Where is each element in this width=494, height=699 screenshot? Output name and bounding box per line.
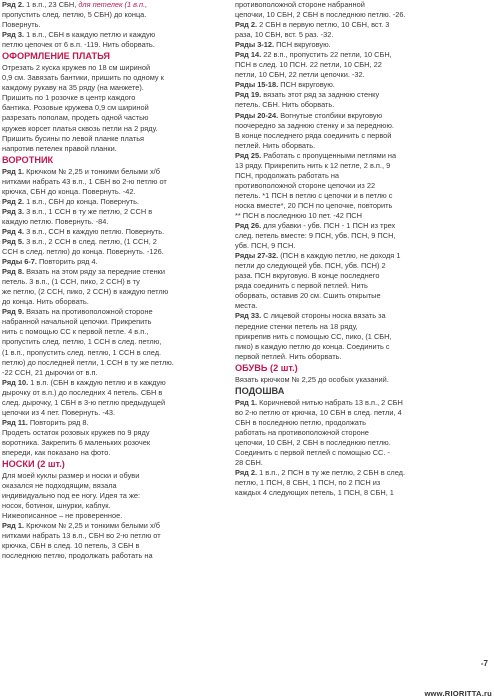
- text-line: [2, 368, 227, 378]
- line-text: каждых 4 следующих петель, 1 ПСН, 8 СБН, 1: [235, 488, 394, 498]
- text-line: [2, 237, 227, 247]
- line-text: напротив петелек правой планки.: [2, 143, 117, 153]
- page-number: -7: [480, 659, 488, 668]
- text-line: [2, 73, 227, 83]
- text-line: [235, 458, 490, 468]
- line-text: поочередно за заднюю стенку и за переднюю.: [235, 120, 394, 130]
- text-line: [2, 113, 227, 123]
- text-line: [235, 30, 490, 40]
- line-text: противоположной стороне цепочки из 22: [235, 180, 376, 190]
- line-text: петель. *1 ПСН в петлю с цепочки и в петлю с: [235, 190, 393, 200]
- row-label: Ряды 3-12.: [235, 40, 275, 50]
- line-text: оборвать, оставив 20 см. Сшить открытые: [235, 291, 381, 301]
- line-text: Работать с пропущенными петлями на: [261, 150, 397, 160]
- line-text: Продеть остаток розовых кружев по 9 ряду: [2, 427, 150, 437]
- line-text: носка вместе*, 20 ПСН по цепочке, повторить: [235, 200, 393, 210]
- line-text: до конца. Нить оборвать.: [2, 297, 89, 307]
- text-line: [2, 521, 227, 531]
- text-line: [235, 271, 490, 281]
- line-text: дырочку от в.п.) до последних 4 петель. СБН в: [2, 387, 163, 397]
- text-line: [2, 267, 227, 277]
- line-text: нитками набрать 43 в.п., 1 СБН во 2-ю петлю от: [2, 176, 167, 186]
- line-text: воротника. Закрепить 6 маленьких розочек: [2, 437, 151, 447]
- line-text: Вязать крючком № 2,25 до особых указаний.: [235, 374, 389, 384]
- line-text: 1 в.п. (СБН в каждую петлю и в каждую: [28, 377, 166, 387]
- row-label: Ряд 2.: [2, 0, 25, 9]
- text-line: [2, 511, 227, 521]
- text-line: [2, 408, 227, 418]
- line-text: 22 в.п., пропустить 22 петли, 10 СБН,: [261, 50, 392, 60]
- row-label: Ряд 2.: [235, 468, 258, 478]
- text-line: [235, 332, 490, 342]
- row-label: Ряд 5.: [2, 236, 25, 246]
- text-line: [235, 438, 490, 448]
- text-line: [235, 408, 490, 418]
- section-heading: ОФОРМЛЕНИЕ ПЛАТЬЯ: [2, 51, 110, 62]
- line-text: С лицевой стороны носка вязать за: [261, 311, 386, 321]
- footer-watermark: [0, 687, 494, 699]
- line-text: ряда соединить с первой петлей. Нить: [235, 281, 368, 291]
- line-text: 0,9 см. Завязать бантики, пришить по одному к: [2, 73, 164, 83]
- text-line: [235, 40, 490, 50]
- line-text: во 2-ю петлю от крючка, 10 СБН в след. петли, 4: [235, 407, 402, 417]
- line-text: след. петель вместе: 9 ПСН, убв. ПСН, 9 ПСН,: [235, 231, 396, 241]
- text-line: [235, 478, 490, 488]
- line-text: 1 в.п., 2 ПСН в ту же петлю, 2 СБН в след.: [257, 468, 406, 478]
- row-label: Ряд 3.: [2, 30, 25, 40]
- text-line: [2, 144, 227, 154]
- line-text: Повернуть.: [2, 20, 41, 30]
- text-line: [2, 438, 227, 448]
- line-text: Крючком № 2,25 и тонкими белыми х/б: [24, 521, 160, 531]
- text-line: [235, 121, 490, 131]
- line-text: 1 в.п., СБН в каждую петлю и каждую: [24, 30, 156, 40]
- text-line: [235, 301, 490, 311]
- line-text: 3 в.п., ССН в каждую петлю. Повернуть.: [24, 226, 165, 236]
- text-line: [2, 541, 227, 551]
- text-line: [235, 161, 490, 171]
- line-text: цепочки из 4 пет. Повернуть. -43.: [2, 407, 116, 417]
- text-line: [235, 90, 490, 100]
- line-text: передние стенки петель на 18 ряду,: [235, 321, 358, 331]
- row-label: Ряд 1.: [2, 521, 25, 531]
- line-text: Вязать на этом ряду за передние стенки: [24, 267, 166, 277]
- line-text: ССН в след. петлю) до конца. Повернуть. -126.: [2, 247, 164, 257]
- line-text: ПСН в след. 10 ПСН. 22 петли, 10 СБН, 22: [235, 60, 382, 70]
- line-text: раза, 10 СБН, вст. 5 раз. -32.: [235, 30, 334, 40]
- row-label: Ряд 1.: [2, 166, 25, 176]
- line-text: же петлю, (2 ССН, пико, 2 ССН) в каждую петлю: [2, 287, 169, 297]
- line-text: прикрепив нить с помощью СС, пико, (1 СБН,: [235, 331, 392, 341]
- text-line: [235, 70, 490, 80]
- line-text: Коричневой нитью набрать 13 в.п., 2 СБН: [257, 397, 403, 407]
- text-line: [2, 501, 227, 511]
- line-text: пропустить след. петлю, 5 СБН) до конца.: [2, 10, 147, 20]
- text-line: [235, 20, 490, 30]
- text-line: [2, 207, 227, 217]
- text-line: [235, 241, 490, 251]
- text-line: [2, 317, 227, 327]
- line-text: противоположной стороне набранной: [235, 0, 365, 9]
- section-heading: ОБУВЬ (2 шт.): [235, 362, 298, 373]
- text-line: [2, 257, 227, 267]
- row-label: Ряд 3.: [2, 206, 25, 216]
- line-text: Пришить бусины по левой планке платья: [2, 133, 145, 143]
- text-line: [2, 217, 227, 227]
- line-text: петли до следующей убв. ПСН, убв. ПСН) 2: [235, 261, 386, 271]
- text-line: [235, 311, 490, 321]
- line-text: 1 в.п., 23 СБН,: [24, 0, 77, 9]
- text-line: [2, 124, 227, 134]
- text-line: [235, 418, 490, 428]
- line-text: ** ПСН в последнюю 10 пет. -42 ПСН: [235, 210, 362, 220]
- text-line: [2, 134, 227, 144]
- section-heading: ВОРОТНИК: [2, 154, 54, 165]
- text-line: [235, 50, 490, 60]
- line-text: раза. ПСН вкруговую. В конце последнего: [235, 271, 380, 281]
- line-text: места.: [235, 301, 258, 311]
- text-line: [2, 30, 227, 40]
- row-label: Ряд 25.: [235, 150, 262, 160]
- text-line: [235, 171, 490, 181]
- row-label: Ряд 33.: [235, 311, 262, 321]
- line-text: цепочки, 10 СБН, 2 СБН в последнюю петлю. -26.: [235, 10, 406, 20]
- text-line: [235, 448, 490, 458]
- text-line: [2, 0, 227, 10]
- line-text: СБН в последнюю петлю, продолжать: [235, 417, 366, 427]
- right-column: [235, 0, 490, 498]
- line-text: индивидуально под ее ногу. Идея та же:: [2, 491, 141, 501]
- line-text: носок, ботинок, шнурки, каблук.: [2, 501, 111, 511]
- text-line: [235, 60, 490, 70]
- text-line: [2, 187, 227, 197]
- text-line: [2, 10, 227, 20]
- line-text: Пришить по 1 розочке в центр каждого: [2, 93, 136, 103]
- text-line: [235, 141, 490, 151]
- line-text: ПСН, продолжать работать на: [235, 170, 340, 180]
- text-line: [2, 531, 227, 541]
- text-line: [2, 378, 227, 388]
- text-line: [2, 418, 227, 428]
- line-text: Крючком № 2,25 и тонкими белыми х/б: [24, 166, 160, 176]
- text-line: [235, 468, 490, 478]
- text-line: [235, 80, 490, 90]
- line-text: 2 СБН в первую петлю, 10 СБН, вст. 3: [257, 20, 390, 30]
- line-text: петлю) до последней петли, 1 ССН в ту же петлю.: [2, 357, 174, 367]
- line-text: разрезать пополам, продеть одной частью: [2, 113, 149, 123]
- text-line: [2, 491, 227, 501]
- text-line: [2, 471, 227, 481]
- line-text: Вязать на противоположной стороне: [24, 307, 153, 317]
- line-text: каждую петлю. Повернуть. -84.: [2, 216, 109, 226]
- line-text: Вогнутые столбики вкруговую: [278, 110, 383, 120]
- text-line: [2, 307, 227, 317]
- text-line: [2, 20, 227, 30]
- text-line: [2, 448, 227, 458]
- text-line: [235, 281, 490, 291]
- text-line: [235, 231, 490, 241]
- line-text: для убавки - убв. ПСН - 1 ПСН из трех: [261, 221, 396, 231]
- text-line: [2, 287, 227, 297]
- line-text: петель. СБН. Нить оборвать.: [235, 100, 335, 110]
- text-line: [235, 151, 490, 161]
- line-text: нить с помощью СС к первой петле. 4 в.п.,: [2, 327, 149, 337]
- text-line: [235, 428, 490, 438]
- text-line: [235, 352, 490, 362]
- watermark-text: www.RIORITTA.ru: [424, 689, 492, 698]
- line-text: петель. 3 в.п., (1 ССН, пико, 2 ССН) в ту: [2, 277, 140, 287]
- line-text: Нижеописанное – не проверенное.: [2, 511, 123, 521]
- text-line: [2, 398, 227, 408]
- text-line: [235, 131, 490, 141]
- text-line: [235, 261, 490, 271]
- line-text: 3 в.п., 1 ССН в ту же петлю, 2 ССН в: [24, 206, 153, 216]
- line-text: каждому рукаву на 35 ряду (на манжете).: [2, 83, 144, 93]
- line-text: (1 в.п., пропустить след. петлю, 1 ССН в след.: [2, 347, 162, 357]
- section-heading: НОСКИ (2 шт.): [2, 459, 65, 470]
- text-line: [235, 181, 490, 191]
- row-label: Ряд 11.: [2, 417, 28, 427]
- line-text: 1 в.п., СБН до конца. Повернуть.: [24, 196, 139, 206]
- section-heading: ПОДОШВА: [235, 385, 285, 396]
- text-line: [235, 10, 490, 20]
- text-line: [2, 348, 227, 358]
- line-text: Повторить ряд 4.: [36, 257, 98, 267]
- line-text: кружев корсет платья сквозь петли на 2 ряду.: [2, 123, 158, 133]
- line-text: петлей. Нить оборвать.: [235, 140, 316, 150]
- line-text: нитками набрать 13 в.п., СБН во 2-ю петлю от: [2, 531, 161, 541]
- row-label: Ряд 1.: [235, 397, 258, 407]
- line-text: оказался не подходящим, вязала: [2, 481, 117, 491]
- text-line: [235, 488, 490, 498]
- line-text: ПСН вкруговую.: [274, 40, 331, 50]
- line-text: петли, 10 СБН, 22 петли цепочки. -32.: [235, 70, 365, 80]
- line-text: ПСН вкруговую.: [278, 80, 335, 90]
- line-text: набранной начальной цепочки. Прикрепить: [2, 317, 152, 327]
- row-label: Ряд 2.: [235, 20, 258, 30]
- text-line: [235, 211, 490, 221]
- row-label: Ряд 10.: [2, 377, 29, 387]
- line-text: бантика. Розовые кружева 0,9 см шириной: [2, 103, 149, 113]
- row-label: Ряд 4.: [2, 226, 25, 236]
- text-line: [235, 398, 490, 408]
- row-label: Ряд 26.: [235, 221, 262, 231]
- text-line: [2, 177, 227, 187]
- line-text: Соединить с первой петлей с помощью СС. -: [235, 447, 390, 457]
- row-label: Ряд 9.: [2, 307, 25, 317]
- text-line: [2, 337, 227, 347]
- line-text: след. дырочку, 1 СБН в 3-ю петлю предыдущей: [2, 397, 166, 407]
- line-text: петлю, 1 ПСН, 8 СБН, 1 ПСН, по 2 ПСН из: [235, 478, 381, 488]
- row-label: Ряды 15-18.: [235, 80, 279, 90]
- text-line: [2, 63, 227, 73]
- line-text: 28 СБН.: [235, 458, 263, 468]
- line-text: впереди, как показано на фото.: [2, 447, 111, 457]
- line-text: цепочки, 10 СБН, 2 СБН в последнюю петлю.: [235, 437, 391, 447]
- line-text: петлю цепочек от 6 в.п. -119. Нить оборвать.: [2, 40, 155, 50]
- line-text: -22 ССН, 21 дырочки от в.п.: [2, 367, 98, 377]
- text-line: [235, 342, 490, 352]
- text-line: [2, 40, 227, 50]
- line-text: 13 ряду. Прикрепить нить к 12 петле, 2 в.п., 9: [235, 160, 391, 170]
- line-text: последнюю петлю, продолжать работать на: [2, 551, 153, 561]
- row-label: Ряд 2.: [2, 196, 25, 206]
- left-column: [2, 0, 227, 561]
- text-line: [2, 227, 227, 237]
- text-line: [2, 551, 227, 561]
- text-line: [235, 291, 490, 301]
- text-line: [2, 327, 227, 337]
- line-text: работать на противоположной стороне: [235, 427, 369, 437]
- line-text: (ПСН в каждую петлю, не доходя 1: [278, 251, 401, 261]
- text-line: [2, 83, 227, 93]
- text-line: [2, 428, 227, 438]
- row-label: Ряд 19.: [235, 90, 262, 100]
- text-line: [2, 388, 227, 398]
- text-line: [2, 277, 227, 287]
- text-line: [2, 247, 227, 257]
- line-text: Для моей куклы размер и носки и обуви: [2, 471, 140, 481]
- text-line: [235, 0, 490, 10]
- text-line: [2, 93, 227, 103]
- text-line: [2, 167, 227, 177]
- text-line: [235, 111, 490, 121]
- text-line: [235, 191, 490, 201]
- text-line: [235, 221, 490, 231]
- row-label: Ряды 20-24.: [235, 110, 279, 120]
- row-label: Ряды 27-32.: [235, 251, 279, 261]
- text-line: [2, 103, 227, 113]
- text-line: [235, 251, 490, 261]
- line-text: пико) в каждую петлю до конца. Соединить с: [235, 341, 390, 351]
- highlight-text: для петелек (1 в.п.,: [76, 0, 148, 9]
- line-text: В конце последнего ряда соединить с первой: [235, 130, 392, 140]
- text-line: [2, 481, 227, 491]
- line-text: первой петлей. Нить оборвать.: [235, 351, 342, 361]
- row-label: Ряды 6-7.: [2, 257, 37, 267]
- line-text: пропустить след. петлю, 1 ССН в след. петлю,: [2, 337, 162, 347]
- text-line: [2, 197, 227, 207]
- text-line: [235, 100, 490, 110]
- line-text: Отрезать 2 куска кружев по 18 см шириной: [2, 63, 151, 73]
- line-text: крючка, СБН до конца. Повернуть. -42.: [2, 186, 136, 196]
- row-label: Ряд 8.: [2, 267, 25, 277]
- row-label: Ряд 14.: [235, 50, 262, 60]
- line-text: крючка, СБН в след. 10 петель, 3 СБН в: [2, 541, 140, 551]
- line-text: вязать этот ряд за заднюю стенку: [261, 90, 380, 100]
- line-text: 3 в.п., 2 ССН в след. петлю, (1 ССН, 2: [24, 236, 157, 246]
- text-line: [2, 297, 227, 307]
- text-line: [235, 201, 490, 211]
- line-text: убв. ПСН, 9 ПСН.: [235, 241, 296, 251]
- text-line: [235, 375, 490, 385]
- text-line: [235, 322, 490, 332]
- line-text: Повторить ряд 8.: [27, 417, 89, 427]
- text-line: [2, 358, 227, 368]
